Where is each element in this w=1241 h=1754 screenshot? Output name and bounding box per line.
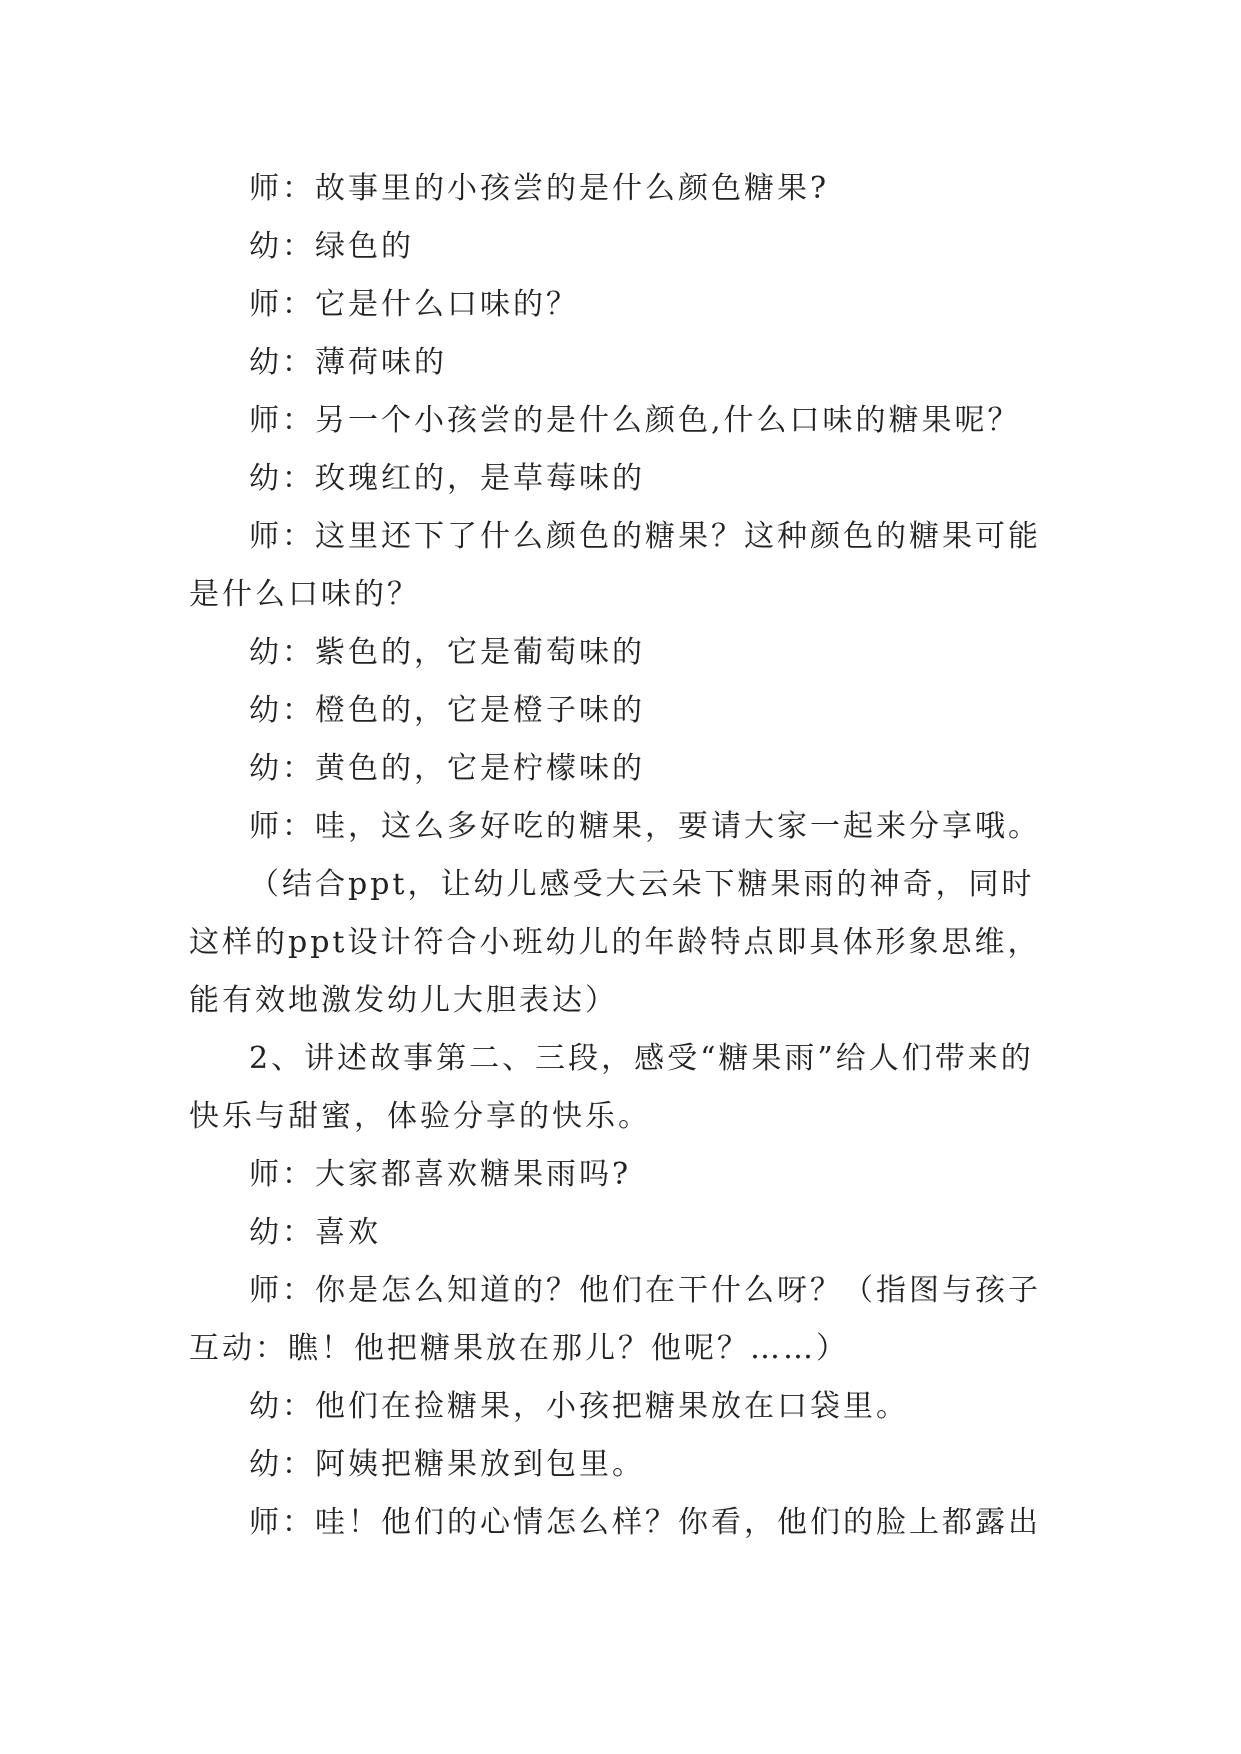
paragraph-12: （结合ppt，让幼儿感受大云朵下糖果雨的神奇，同时这样的ppt设计符合小班幼儿的年龄特点即具体形象思维，能有效地激发幼儿大胆表达） bbox=[189, 867, 1041, 1018]
paragraph-7: 师：这里还下了什么颜色的糖果？这种颜色的糖果可能是什么口味的？ bbox=[189, 519, 1041, 612]
paragraph-4: 幼：薄荷味的 bbox=[249, 345, 447, 380]
paragraph-16: 师：你是怎么知道的？他们在干什么呀？（指图与孩子互动：瞧！他把糖果放在那儿？他呢？……） bbox=[189, 1273, 1041, 1366]
paragraph-5: 师：另一个小孩尝的是什么颜色,什么口味的糖果呢？ bbox=[249, 403, 1021, 438]
document-body bbox=[189, 160, 1054, 1552]
paragraph-6: 幼：玫瑰红的，是草莓味的 bbox=[249, 461, 645, 496]
paragraph-13: 2、讲述故事第二、三段，感受“糖果雨”给人们带来的快乐与甜蜜，体验分享的快乐。 bbox=[189, 1041, 1034, 1134]
paragraph-9: 幼：橙色的，它是橙子味的 bbox=[249, 693, 645, 728]
paragraph-18: 幼：阿姨把糖果放到包里。 bbox=[249, 1447, 645, 1482]
paragraph-3: 师：它是什么口味的？ bbox=[249, 287, 579, 322]
paragraph-10: 幼：黄色的，它是柠檬味的 bbox=[249, 751, 645, 786]
paragraph-11: 师：哇，这么多好吃的糖果，要请大家一起来分享哦。 bbox=[249, 809, 1041, 844]
paragraph-14: 师：大家都喜欢糖果雨吗? bbox=[249, 1157, 632, 1192]
paragraph-2: 幼：绿色的 bbox=[249, 229, 414, 264]
paragraph-8: 幼：紫色的，它是葡萄味的 bbox=[249, 635, 645, 670]
paragraph-17: 幼：他们在捡糖果，小孩把糖果放在口袋里。 bbox=[249, 1389, 909, 1424]
paragraph-15: 幼：喜欢 bbox=[249, 1215, 381, 1250]
paragraph-1: 师：故事里的小孩尝的是什么颜色糖果? bbox=[249, 171, 830, 206]
paragraph-19: 师：哇！他们的心情怎么样？你看，他们的脸上都露出 bbox=[249, 1505, 1041, 1540]
